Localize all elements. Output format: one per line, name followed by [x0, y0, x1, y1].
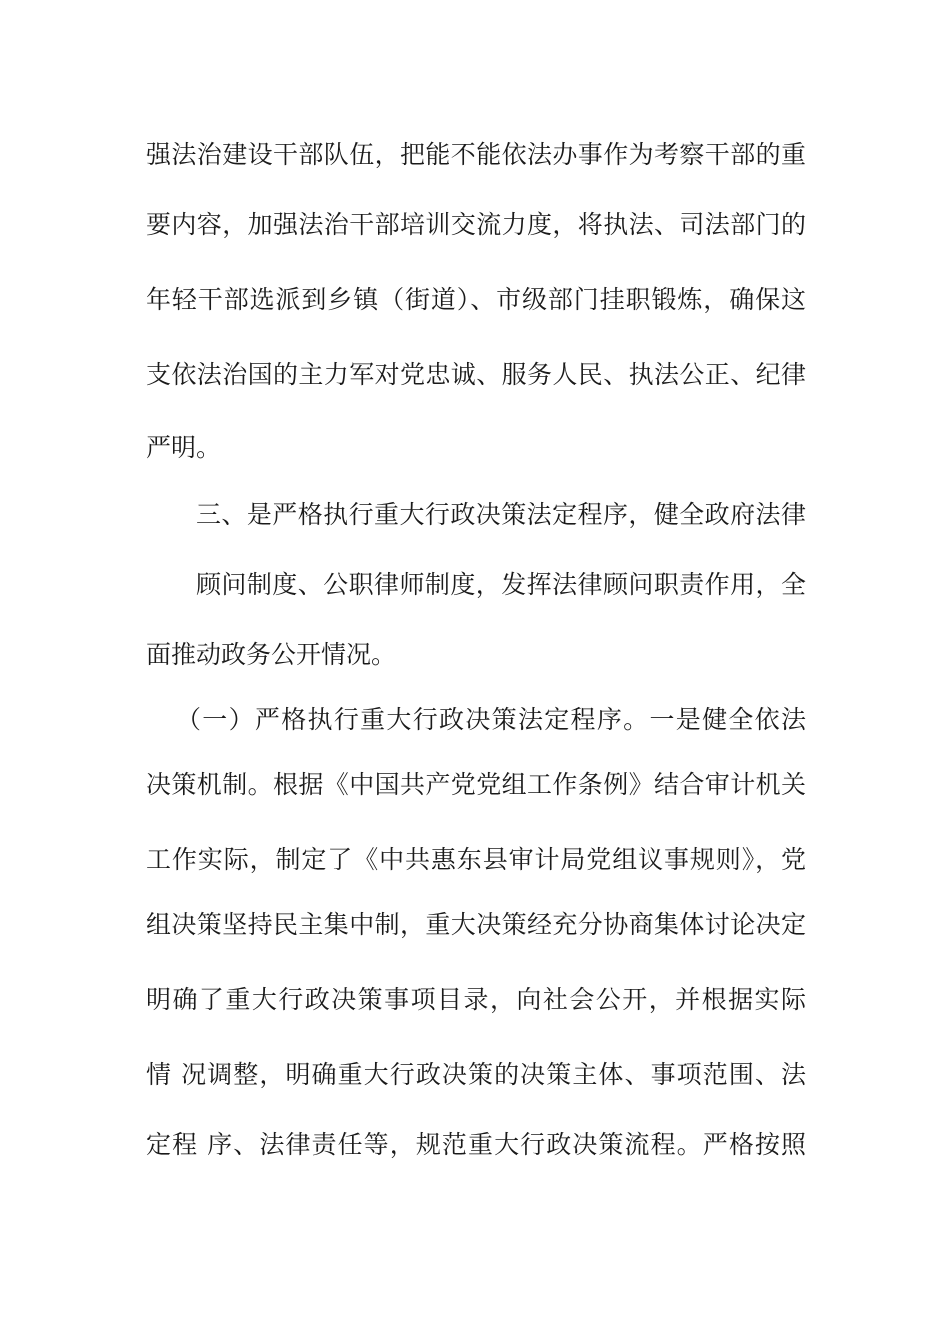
body-text-line: 强法治建设干部队伍，把能不能依法办事作为考察干部的重	[146, 140, 806, 169]
body-text-line: 组决策坚持民主集中制，重大决策经充分协商集体讨论决定	[146, 910, 806, 939]
body-text-line: 要内容，加强法治干部培训交流力度，将执法、司法部门的	[146, 210, 806, 239]
body-text-line: 明确了重大行政决策事项目录，向社会公开，并根据实际	[146, 985, 806, 1014]
body-text-line: 支依法治国的主力军对党忠诚、服务人民、执法公正、纪律	[146, 360, 806, 389]
subsection-heading-line: （一）严格执行重大行政决策法定程序。一是健全依法	[176, 705, 806, 734]
section-heading-line: 顾问制度、公职律师制度，发挥法律顾问职责作用，全	[196, 570, 806, 599]
section-heading-line: 面推动政务公开情况。	[146, 640, 397, 669]
body-text-line: 工作实际，制定了《中共惠东县审计局党组议事规则》，党	[146, 845, 806, 874]
body-text-line: 严明。	[146, 433, 222, 462]
body-text-line: 年轻干部选派到乡镇（街道）、市级部门挂职锻炼，确保这	[146, 285, 806, 314]
section-heading-line: 三、是严格执行重大行政决策法定程序，健全政府法律	[196, 500, 806, 529]
body-text-line: 情 况调整，明确重大行政决策的决策主体、事项范围、法	[146, 1060, 806, 1089]
body-text-line: 决策机制。根据《中国共产党党组工作条例》结合审计机关	[146, 770, 806, 799]
body-text-line: 定程 序、法律责任等，规范重大行政决策流程。严格按照	[146, 1130, 806, 1159]
